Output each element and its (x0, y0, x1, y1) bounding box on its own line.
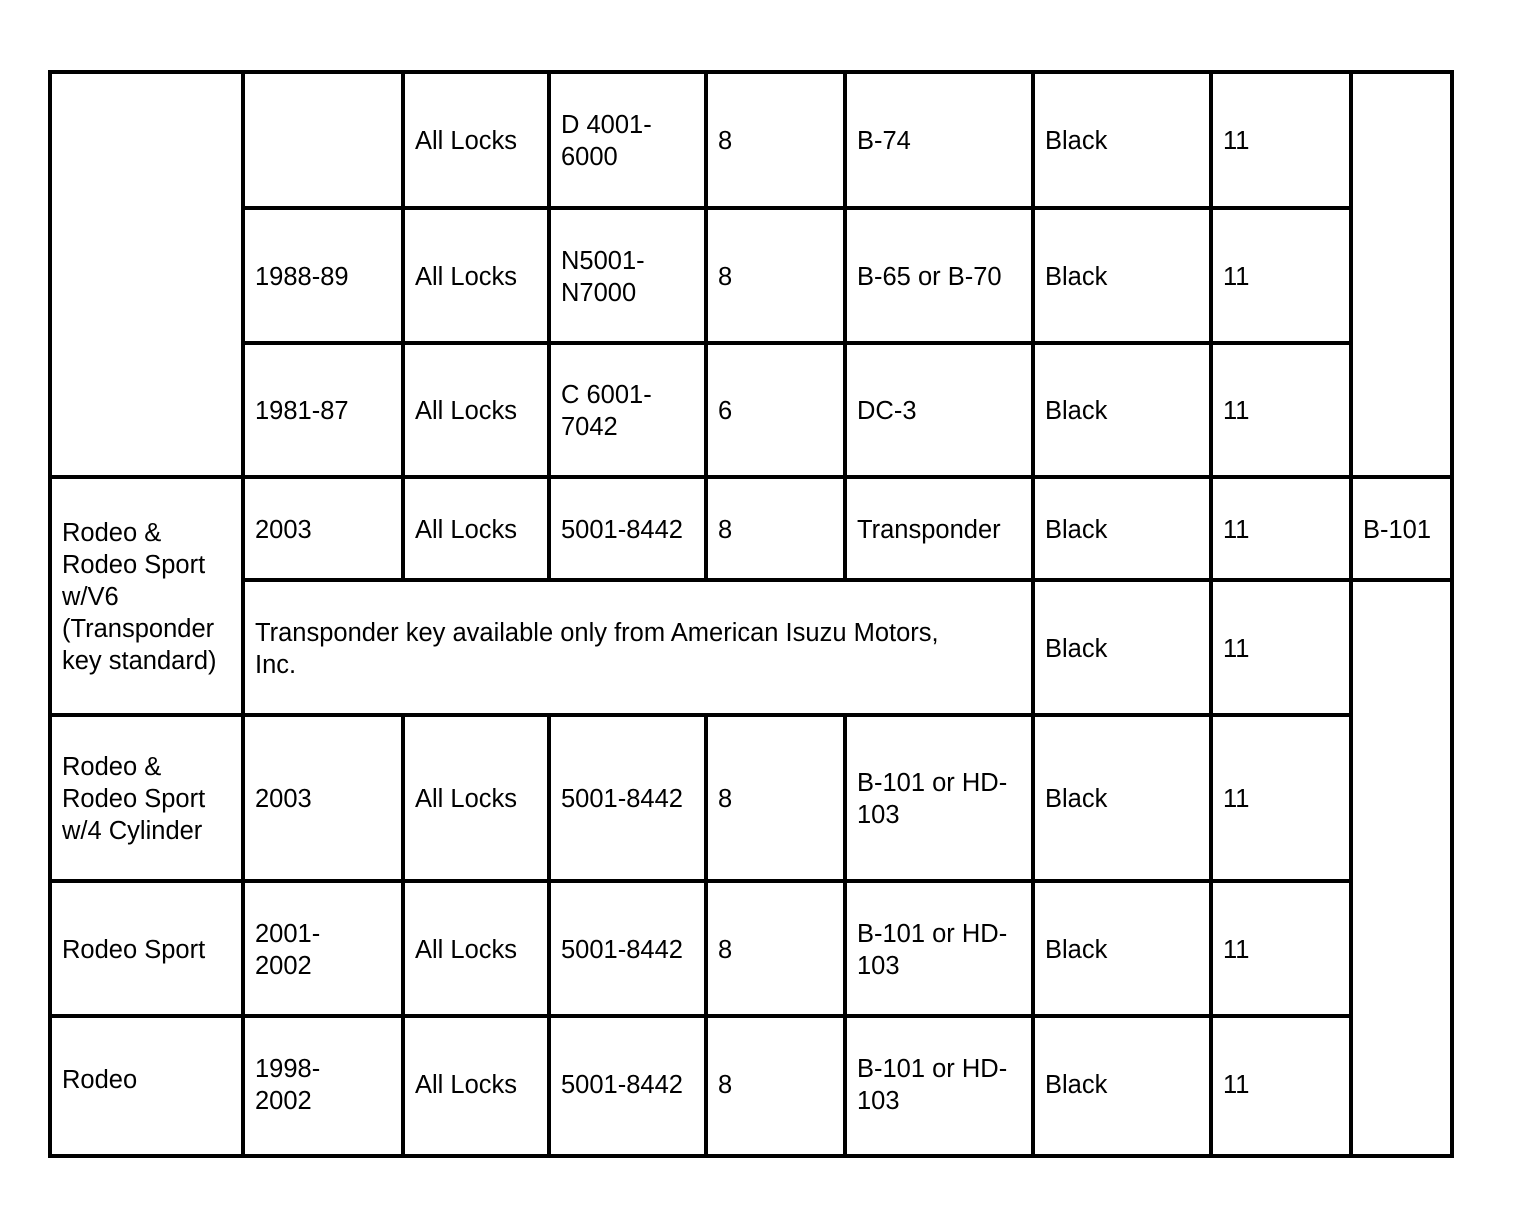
table-cell-locks: All Locks (415, 935, 518, 964)
table-cell-code-series: 5001-8442 (561, 785, 683, 813)
table-cell-model: Rodeo (62, 1066, 138, 1094)
table-cell-year: 1988-89 (255, 262, 349, 291)
table-cell-locks: All Locks (415, 1071, 518, 1099)
table-cell-note: Transponder key available only from American Isuzu Motors, Inc. (255, 618, 939, 679)
table-cell-key-color: Black (1045, 1071, 1108, 1099)
table-cell-key-color: Black (1045, 515, 1108, 544)
table-cell-key-blank: B-74 (857, 127, 911, 155)
table-cell-year: 2003 (255, 785, 312, 813)
table-cell-cuts: 6 (718, 397, 733, 425)
table-cell-key-blank: B-65 or B-70 (857, 262, 1002, 291)
table-cell-model: Rodeo Sport (62, 935, 206, 964)
table-cell-key-blank: B-101 or HD- 103 (857, 769, 1008, 829)
table-cell-cuts: 8 (718, 1071, 733, 1099)
table-cell-locks: All Locks (415, 397, 518, 425)
table-cell-model: Rodeo & Rodeo Sport w/V6 (Transponder key standard) (62, 519, 217, 675)
table-cell-page: 11 (1223, 397, 1250, 425)
table-cell-key-blank: DC-3 (857, 397, 917, 425)
table-cell-year: 1981-87 (255, 397, 349, 425)
table-cell-key-blank: B-101 or HD- 103 (857, 1055, 1008, 1115)
table-cell-locks: All Locks (415, 127, 518, 155)
table-cell-page: 11 (1223, 515, 1250, 544)
table-cell-key-color: Black (1045, 634, 1108, 663)
table-cell-key-color: Black (1045, 127, 1108, 155)
table-cell-cuts: 8 (718, 935, 733, 964)
table-cell-model: Rodeo & Rodeo Sport w/4 Cylinder (62, 753, 206, 845)
table-cell-year: 1998- 2002 (255, 1055, 321, 1115)
table-cell-year (245, 74, 403, 208)
table-cell-key-color: Black (1045, 785, 1108, 813)
table-cell-locks: All Locks (415, 262, 518, 291)
table-cell-extra: B-101 (1363, 515, 1432, 544)
table-cell-code-series: D 4001- 6000 (561, 111, 652, 171)
table-cell-cuts: 8 (718, 262, 733, 291)
table-cell-page: 11 (1223, 634, 1250, 663)
table-cell-page: 11 (1223, 262, 1250, 291)
table-cell-cuts: 8 (718, 785, 733, 813)
table-cell-year: 2003 (255, 515, 312, 544)
table-cell-code-series: 5001-8442 (561, 935, 683, 964)
table-cell-key-color: Black (1045, 262, 1108, 291)
table-cell-key-blank: B-101 or HD- 103 (857, 919, 1008, 980)
table-cell-page: 11 (1223, 935, 1250, 964)
table-cell-code-series: 5001-8442 (561, 1071, 683, 1099)
table-cell-locks: All Locks (415, 515, 518, 544)
table-cell-key-blank: Transponder (857, 515, 1001, 544)
table-cell-code-series: 5001-8442 (561, 515, 683, 544)
table-cell-key-color: Black (1045, 397, 1108, 425)
table-cell-page: 11 (1223, 1071, 1250, 1099)
table-cell-page: 11 (1223, 127, 1250, 155)
table-cell-code-series: N5001- N7000 (561, 246, 645, 307)
table-cell-year: 2001- 2002 (255, 919, 321, 980)
table-cell-cuts: 8 (718, 127, 733, 155)
table-cell-cuts: 8 (718, 515, 733, 544)
table-cell-locks: All Locks (415, 785, 518, 813)
table-cell-page: 11 (1223, 785, 1250, 813)
table-cell-code-series: C 6001- 7042 (561, 381, 652, 441)
table-cell-key-color: Black (1045, 935, 1108, 964)
